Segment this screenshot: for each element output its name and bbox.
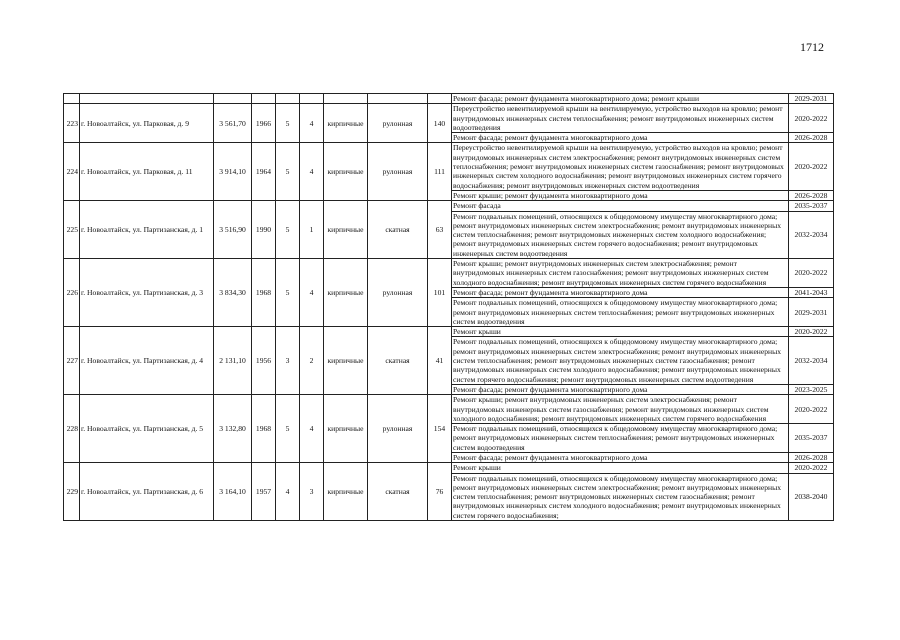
house-address: г. Новоалтайск, ул. Партизанская, д. 5 <box>80 395 214 463</box>
work-description: Переустройство невентилируемой крыши на вентилируемую, устройство выходов на кровлю; ремонт внутридомовых инженерных систем электроснабжения; ремонт внутридомовых инженерных систем теплоснабжения; ремонт внутридомовых инженерных систем газоснабжения; ремонт внутридомовых инженерных систем холодного водоснабжения; ремонт внутридомовых инженерных систем горячего водоснабжения; ремонт внутридомовых инженерных систем водоотведения <box>452 143 789 190</box>
house-roof: рулонная <box>368 259 428 327</box>
house-roof: рулонная <box>368 143 428 201</box>
house-floors <box>276 94 300 104</box>
work-period: 2032-2034 <box>789 211 834 258</box>
house-floors: 3 <box>276 327 300 395</box>
work-description: Ремонт крыши; ремонт внутридомовых инженерных систем электроснабжения; ремонт внутридомовых инженерных систем газоснабжения; ремонт внутридомовых инженерных систем холодного водоснабжения; ремонт внутридомовых инженерных систем горячего водоснабжения <box>452 259 789 288</box>
house-walls: кирпичные <box>324 143 368 201</box>
table-row <box>64 463 834 473</box>
house-area: 3 914,10 <box>214 143 252 201</box>
house-number <box>64 94 80 104</box>
work-description: Ремонт крыши <box>452 463 789 473</box>
house-area: 3 164,10 <box>214 463 252 521</box>
house-entrances: 4 <box>300 104 324 143</box>
table-row <box>64 94 834 104</box>
work-period: 2038-2040 <box>789 473 834 520</box>
house-address: г. Новоалтайск, ул. Парковая, д. 9 <box>80 104 214 143</box>
house-walls: кирпичные <box>324 201 368 259</box>
house-entrances <box>300 94 324 104</box>
house-number: 226 <box>64 259 80 327</box>
house-roof: рулонная <box>368 104 428 143</box>
work-description: Переустройство невентилируемой крыши на вентилируемую, устройство выходов на кровлю; ремонт внутридомовых инженерных систем теплоснабжения; ремонт внутридомовых инженерных систем водоотведения <box>452 104 789 133</box>
house-flats: 41 <box>428 327 452 395</box>
work-period: 2029-2031 <box>789 94 834 104</box>
house-address: г. Новоалтайск, ул. Партизанская, д. 1 <box>80 201 214 259</box>
house-flats: 63 <box>428 201 452 259</box>
capital-repair-table <box>63 93 834 521</box>
house-address: г. Новоалтайск, ул. Партизанская, д. 4 <box>80 327 214 395</box>
work-period: 2035-2037 <box>789 201 834 211</box>
house-entrances: 2 <box>300 327 324 395</box>
house-roof: рулонная <box>368 395 428 463</box>
house-floors: 4 <box>276 463 300 521</box>
work-period: 2026-2028 <box>789 133 834 143</box>
house-address: г. Новоалтайск, ул. Партизанская, д. 6 <box>80 463 214 521</box>
work-period: 2020-2022 <box>789 143 834 190</box>
house-year: 1957 <box>252 463 276 521</box>
page-number: 1712 <box>800 40 824 54</box>
house-year: 1968 <box>252 395 276 463</box>
house-area: 3 834,30 <box>214 259 252 327</box>
work-description: Ремонт подвальных помещений, относящихся к общедомовому имуществу многоквартирного дома; ремонт внутридомовых инженерных систем теплоснабжения; ремонт внутридомовых инженерных систем водоотведения <box>452 298 789 327</box>
house-floors: 5 <box>276 143 300 201</box>
house-number: 229 <box>64 463 80 521</box>
work-period: 2029-2031 <box>789 298 834 327</box>
house-area <box>214 94 252 104</box>
house-walls <box>324 94 368 104</box>
house-number: 225 <box>64 201 80 259</box>
work-period: 2020-2022 <box>789 395 834 424</box>
house-address: г. Новоалтайск, ул. Парковая, д. 11 <box>80 143 214 201</box>
house-number: 228 <box>64 395 80 463</box>
house-entrances: 4 <box>300 259 324 327</box>
house-flats: 111 <box>428 143 452 201</box>
work-period: 2020-2022 <box>789 463 834 473</box>
house-entrances: 4 <box>300 143 324 201</box>
house-address <box>80 94 214 104</box>
house-number: 227 <box>64 327 80 395</box>
house-year <box>252 94 276 104</box>
work-description: Ремонт подвальных помещений, относящихся к общедомовому имуществу многоквартирного дома; ремонт внутридомовых инженерных систем электроснабжения; ремонт внутридомовых инженерных систем теплоснабжения; ремонт внутридомовых инженерных систем холодного водоснабжения; ремонт внутридомовых инженерных систем горячего водоснабжения; ремонт внутридомовых инженерных систем водоотведения <box>452 211 789 258</box>
house-walls: кирпичные <box>324 395 368 463</box>
house-walls: кирпичные <box>324 463 368 521</box>
work-description: Ремонт подвальных помещений, относящихся к общедомовому имуществу многоквартирного дома; ремонт внутридомовых инженерных систем теплоснабжения; ремонт внутридомовых инженерных систем водоотведения <box>452 424 789 453</box>
table-row <box>64 395 834 424</box>
work-period: 2023-2025 <box>789 384 834 394</box>
house-roof: скатная <box>368 327 428 395</box>
work-description: Ремонт фасада; ремонт фундамента многоквартирного дома <box>452 133 789 143</box>
house-number: 223 <box>64 104 80 143</box>
house-area: 3 561,70 <box>214 104 252 143</box>
house-roof <box>368 94 428 104</box>
work-period: 2035-2037 <box>789 424 834 453</box>
house-entrances: 3 <box>300 463 324 521</box>
table-row <box>64 259 834 288</box>
work-period: 2041-2043 <box>789 287 834 297</box>
work-description: Ремонт фасада; ремонт фундамента многоквартирного дома <box>452 452 789 462</box>
table-row <box>64 327 834 337</box>
work-description: Ремонт фасада; ремонт фундамента многоквартирного дома <box>452 384 789 394</box>
work-description: Ремонт подвальных помещений, относящихся к общедомовому имуществу многоквартирного дома; ремонт внутридомовых инженерных систем электроснабжения; ремонт внутридомовых инженерных систем теплоснабжения; ремонт внутридомовых инженерных систем газоснабжения; ремонт внутридомовых инженерных систем холодного водоснабжения; ремонт внутридомовых инженерных систем горячего водоснабжения; ремонт внутридомовых инженерных систем водоотведения <box>452 337 789 384</box>
house-number: 224 <box>64 143 80 201</box>
house-area: 3 516,90 <box>214 201 252 259</box>
work-period: 2020-2022 <box>789 327 834 337</box>
work-period: 2020-2022 <box>789 104 834 133</box>
house-year: 1968 <box>252 259 276 327</box>
house-year: 1990 <box>252 201 276 259</box>
work-period: 2026-2028 <box>789 452 834 462</box>
house-walls: кирпичные <box>324 327 368 395</box>
house-flats <box>428 94 452 104</box>
house-flats: 154 <box>428 395 452 463</box>
table-body <box>64 94 834 521</box>
house-address: г. Новоалтайск, ул. Партизанская, д. 3 <box>80 259 214 327</box>
work-description: Ремонт крыши <box>452 327 789 337</box>
registry-table-wrapper <box>63 93 833 521</box>
house-area: 3 132,80 <box>214 395 252 463</box>
table-row <box>64 104 834 133</box>
work-description: Ремонт фасада; ремонт фундамента многоквартирного дома <box>452 287 789 297</box>
house-roof: скатная <box>368 463 428 521</box>
house-walls: кирпичные <box>324 259 368 327</box>
house-entrances: 4 <box>300 395 324 463</box>
work-description: Ремонт крыши; ремонт фундамента многоквартирного дома <box>452 190 789 200</box>
work-period: 2020-2022 <box>789 259 834 288</box>
house-floors: 5 <box>276 395 300 463</box>
house-flats: 76 <box>428 463 452 521</box>
work-description: Ремонт фасада <box>452 201 789 211</box>
table-row <box>64 143 834 190</box>
house-area: 2 131,10 <box>214 327 252 395</box>
house-roof: скатная <box>368 201 428 259</box>
house-flats: 140 <box>428 104 452 143</box>
house-year: 1956 <box>252 327 276 395</box>
house-walls: кирпичные <box>324 104 368 143</box>
house-year: 1966 <box>252 104 276 143</box>
work-description: Ремонт подвальных помещений, относящихся к общедомовому имуществу многоквартирного дома; ремонт внутридомовых инженерных систем электроснабжения; ремонт внутридомовых инженерных систем теплоснабжения; ремонт внутридомовых инженерных систем газоснабжения; ремонт внутридомовых инженерных систем холодного водоснабжения; ремонт внутридомовых инженерных систем горячего водоснабжения; <box>452 473 789 520</box>
work-description: Ремонт крыши; ремонт внутридомовых инженерных систем электроснабжения; ремонт внутридомовых инженерных систем газоснабжения; ремонт внутридомовых инженерных систем холодного водоснабжения; ремонт внутридомовых инженерных систем горячего водоснабжения <box>452 395 789 424</box>
table-row <box>64 201 834 211</box>
house-entrances: 1 <box>300 201 324 259</box>
house-flats: 101 <box>428 259 452 327</box>
work-period: 2032-2034 <box>789 337 834 384</box>
work-period: 2026-2028 <box>789 190 834 200</box>
house-floors: 5 <box>276 104 300 143</box>
house-year: 1964 <box>252 143 276 201</box>
work-description: Ремонт фасада; ремонт фундамента многоквартирного дома; ремонт крыши <box>452 94 789 104</box>
house-floors: 5 <box>276 201 300 259</box>
house-floors: 5 <box>276 259 300 327</box>
